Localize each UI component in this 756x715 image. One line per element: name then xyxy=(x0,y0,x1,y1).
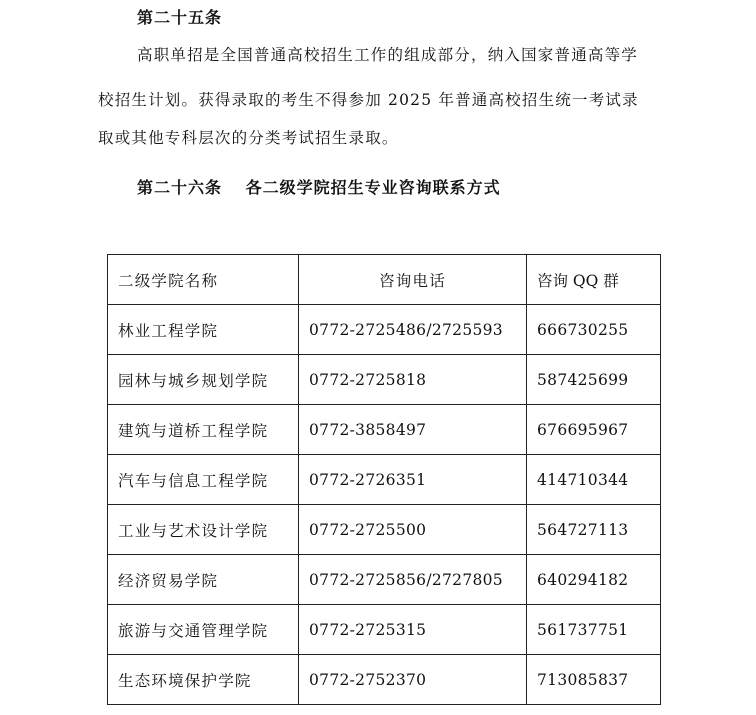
table-row xyxy=(108,405,661,455)
table-header-row xyxy=(108,255,661,305)
qq-group-cell: 587425699 xyxy=(527,355,661,405)
qq-group-cell: 666730255 xyxy=(527,305,661,355)
table-row xyxy=(108,555,661,605)
phone-cell: 0772-2725315 xyxy=(299,605,527,655)
table-row xyxy=(108,605,661,655)
table-row xyxy=(108,355,661,405)
phone-cell: 0772-2725500 xyxy=(299,505,527,555)
phone-cell: 0772-2725856/2727805 xyxy=(299,555,527,605)
college-name-cell: 林业工程学院 xyxy=(108,305,299,355)
header-college-name: 二级学院名称 xyxy=(108,255,299,305)
qq-group-cell: 414710344 xyxy=(527,455,661,505)
table-row xyxy=(108,455,661,505)
header-qq-group: 咨询 QQ 群 xyxy=(527,255,661,305)
article-25-heading: 第二十五条 xyxy=(137,8,223,27)
qq-group-cell: 676695967 xyxy=(527,405,661,455)
phone-cell: 0772-2752370 xyxy=(299,655,527,705)
article-25-line-1: 高职单招是全国普通高校招生工作的组成部分，纳入国家普通高等学 xyxy=(137,46,639,64)
article-25-line-3: 取或其他专科层次的分类考试招生录取。 xyxy=(98,129,399,147)
contact-table xyxy=(107,254,661,705)
table-row xyxy=(108,505,661,555)
phone-cell: 0772-3858497 xyxy=(299,405,527,455)
header-phone: 咨询电话 xyxy=(299,255,527,305)
qq-group-cell: 564727113 xyxy=(527,505,661,555)
article-26-heading: 第二十六条 各二级学院招生专业咨询联系方式 xyxy=(137,178,501,197)
phone-cell: 0772-2726351 xyxy=(299,455,527,505)
college-name-cell: 旅游与交通管理学院 xyxy=(108,605,299,655)
phone-cell: 0772-2725818 xyxy=(299,355,527,405)
college-name-cell: 汽车与信息工程学院 xyxy=(108,455,299,505)
table-row xyxy=(108,655,661,705)
phone-cell: 0772-2725486/2725593 xyxy=(299,305,527,355)
table-row xyxy=(108,305,661,355)
qq-group-cell: 640294182 xyxy=(527,555,661,605)
qq-group-cell: 713085837 xyxy=(527,655,661,705)
qq-group-cell: 561737751 xyxy=(527,605,661,655)
college-name-cell: 生态环境保护学院 xyxy=(108,655,299,705)
college-name-cell: 经济贸易学院 xyxy=(108,555,299,605)
article-25-line-2: 校招生计划。获得录取的考生不得参加 2025 年普通高校招生统一考试录 xyxy=(98,91,639,109)
college-name-cell: 工业与艺术设计学院 xyxy=(108,505,299,555)
college-name-cell: 园林与城乡规划学院 xyxy=(108,355,299,405)
college-name-cell: 建筑与道桥工程学院 xyxy=(108,405,299,455)
